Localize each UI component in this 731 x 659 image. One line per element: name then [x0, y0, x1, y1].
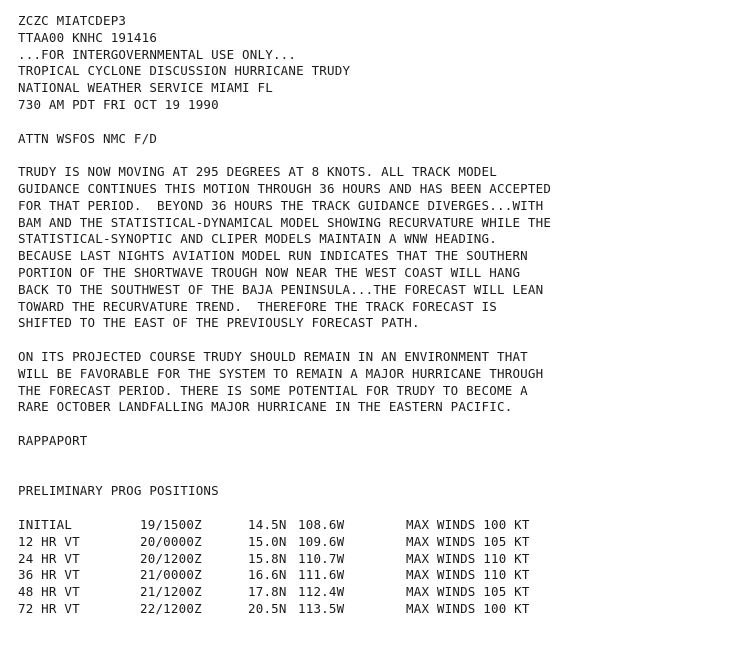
prog-lat: 14.5N: [248, 516, 287, 532]
header-line: ZCZC MIATCDEP3: [18, 13, 127, 28]
paragraph-line: THE FORECAST PERIOD. THERE IS SOME POTENTIAL FOR TRUDY TO BECOME A: [18, 382, 528, 398]
header-line: TROPICAL CYCLONE DISCUSSION HURRICANE TRUDY: [18, 63, 351, 79]
table-row: [18, 601, 706, 618]
prog-winds: MAX WINDS 105 KT: [406, 533, 530, 549]
table-row: [18, 584, 706, 601]
prog-lat: 15.0N: [248, 533, 287, 549]
prog-lat: 20.5N: [248, 600, 287, 616]
paragraph-line: BACK TO THE SOUTHWEST OF THE BAJA PENINSULA...THE FORECAST WILL LEAN: [18, 281, 544, 297]
prog-title: PRELIMINARY PROG POSITIONS: [18, 483, 219, 499]
spacer: [18, 147, 718, 164]
header-block: [18, 13, 718, 114]
prog-lon: 113.5W: [298, 600, 345, 616]
prog-time: 22/1200Z: [140, 600, 202, 616]
spacer: [18, 114, 718, 131]
prog-lon: 108.6W: [298, 516, 345, 532]
discussion-document: [18, 13, 718, 618]
spacer: [18, 332, 718, 349]
prog-label: 36 HR VT: [18, 567, 80, 583]
attn-line: ATTN WSFOS NMC F/D: [18, 130, 158, 146]
table-row: [18, 567, 706, 584]
prog-lat: 16.6N: [248, 567, 287, 583]
forecaster-signature: RAPPAPORT: [18, 432, 88, 448]
prog-winds: MAX WINDS 105 KT: [406, 584, 530, 600]
prog-lat: 17.8N: [248, 584, 287, 600]
paragraph-intensity: [18, 349, 718, 416]
header-line: ...FOR INTERGOVERNMENTAL USE ONLY...: [18, 46, 297, 62]
table-row: [18, 534, 706, 551]
prog-label: 12 HR VT: [18, 533, 80, 549]
paragraph-line: ON ITS PROJECTED COURSE TRUDY SHOULD REMAIN IN AN ENVIRONMENT THAT: [18, 348, 528, 364]
header-line: TTAA00 KNHC 191416: [18, 29, 158, 45]
prog-label: 72 HR VT: [18, 600, 80, 616]
paragraph-track: [18, 164, 718, 332]
paragraph-line: BECAUSE LAST NIGHTS AVIATION MODEL RUN INDICATES THAT THE SOUTHERN: [18, 248, 528, 264]
table-row: [18, 517, 706, 534]
table-row: [18, 551, 706, 568]
paragraph-line: PORTION OF THE SHORTWAVE TROUGH NOW NEAR THE WEST COAST WILL HANG: [18, 264, 521, 280]
prog-winds: MAX WINDS 100 KT: [406, 600, 530, 616]
prog-lon: 111.6W: [298, 567, 345, 583]
prog-time: 21/1200Z: [140, 584, 202, 600]
prog-time: 20/1200Z: [140, 550, 202, 566]
prog-lat: 15.8N: [248, 550, 287, 566]
paragraph-line: SHIFTED TO THE EAST OF THE PREVIOUSLY FORECAST PATH.: [18, 315, 420, 331]
prog-lon: 112.4W: [298, 584, 345, 600]
paragraph-line: GUIDANCE CONTINUES THIS MOTION THROUGH 36 HOURS AND HAS BEEN ACCEPTED: [18, 180, 552, 196]
prog-label: 48 HR VT: [18, 584, 80, 600]
spacer: [18, 416, 718, 433]
header-line: 730 AM PDT FRI OCT 19 1990: [18, 96, 219, 112]
prog-positions-table: [18, 517, 706, 618]
prog-lon: 110.7W: [298, 550, 345, 566]
prog-time: 20/0000Z: [140, 533, 202, 549]
header-line: NATIONAL WEATHER SERVICE MIAMI FL: [18, 80, 273, 96]
paragraph-line: TRUDY IS NOW MOVING AT 295 DEGREES AT 8 KNOTS. ALL TRACK MODEL: [18, 164, 497, 180]
prog-winds: MAX WINDS 110 KT: [406, 567, 530, 583]
paragraph-line: TOWARD THE RECURVATURE TREND. THEREFORE THE TRACK FORECAST IS: [18, 298, 497, 314]
prog-winds: MAX WINDS 110 KT: [406, 550, 530, 566]
paragraph-line: BAM AND THE STATISTICAL-DYNAMICAL MODEL SHOWING RECURVATURE WHILE THE: [18, 214, 552, 230]
paragraph-line: RARE OCTOBER LANDFALLING MAJOR HURRICANE IN THE EASTERN PACIFIC.: [18, 399, 513, 415]
spacer: [18, 500, 718, 517]
prog-winds: MAX WINDS 100 KT: [406, 516, 530, 532]
paragraph-line: FOR THAT PERIOD. BEYOND 36 HOURS THE TRACK GUIDANCE DIVERGES...WITH: [18, 197, 544, 213]
prog-time: 19/1500Z: [140, 516, 202, 532]
prog-lon: 109.6W: [298, 533, 345, 549]
spacer: [18, 450, 718, 484]
paragraph-line: WILL BE FAVORABLE FOR THE SYSTEM TO REMAIN A MAJOR HURRICANE THROUGH: [18, 365, 544, 381]
paragraph-line: STATISTICAL-SYNOPTIC AND CLIPER MODELS MAINTAIN A WNW HEADING.: [18, 231, 497, 247]
prog-label: 24 HR VT: [18, 550, 80, 566]
prog-label: INITIAL: [18, 516, 73, 532]
prog-time: 21/0000Z: [140, 567, 202, 583]
